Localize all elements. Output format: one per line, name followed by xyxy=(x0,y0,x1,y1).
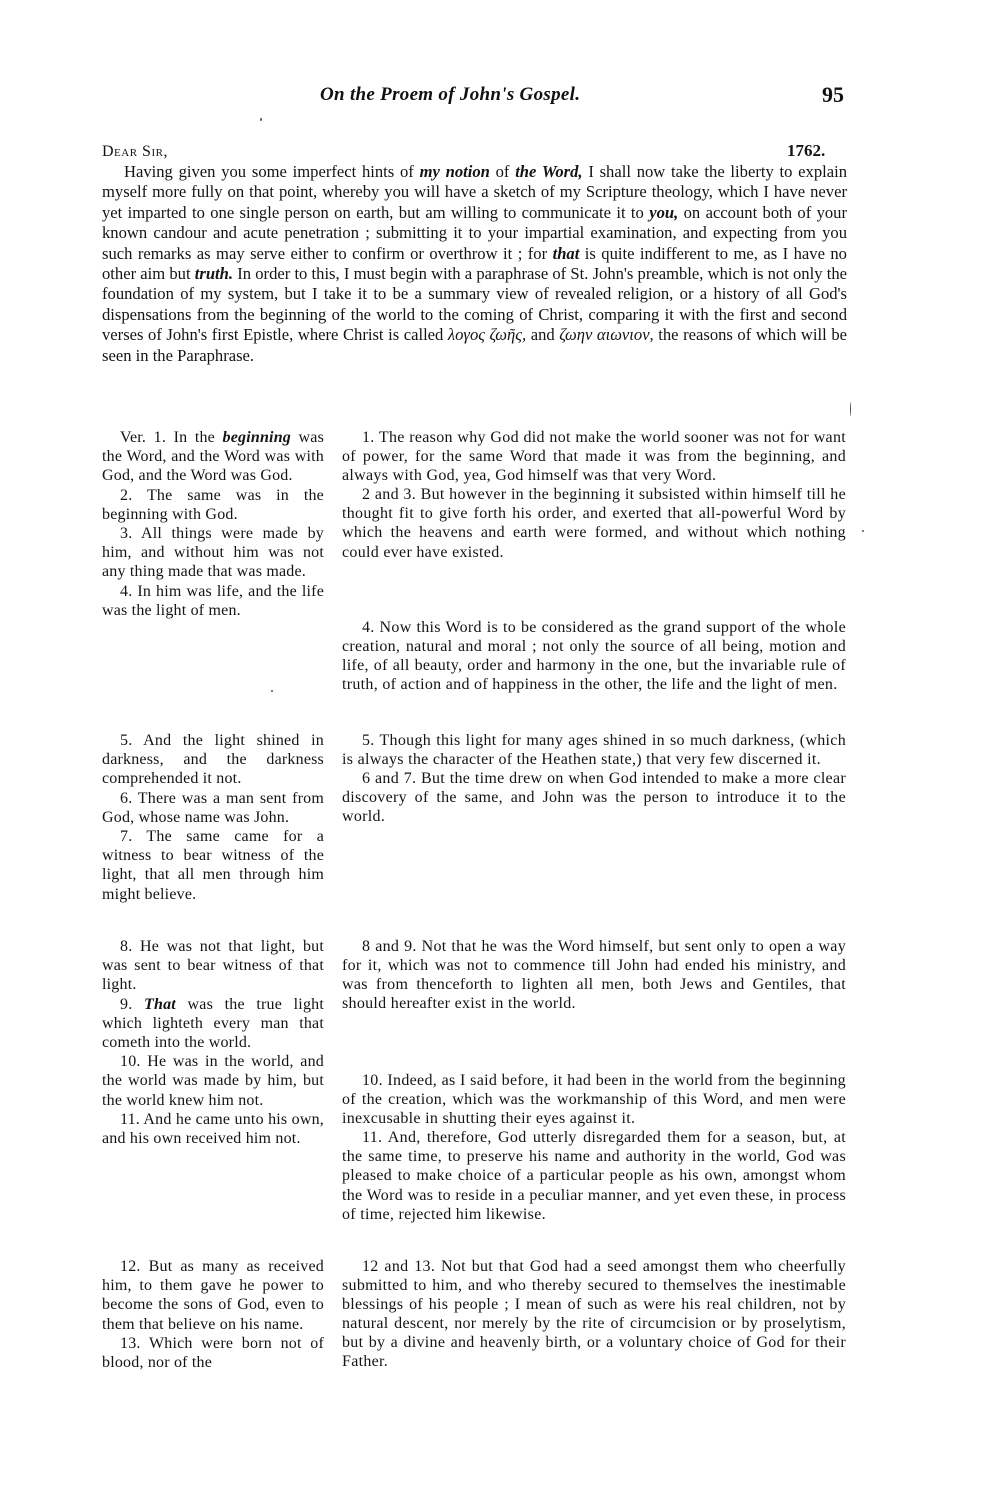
page-number: 95 xyxy=(822,82,844,107)
paraphrase-group-5-7 xyxy=(342,731,846,826)
verse-5: 5. And the light shined in darkness, and the darkness comprehended it not. xyxy=(102,732,324,788)
paraphrase-5: 5. Though this light for many ages shined in so much darkness, (which is always the character of the Heathen state,) that very few discerned it. xyxy=(342,732,846,769)
paraphrase-group-1-3 xyxy=(342,428,846,562)
paraphrase-group-4 xyxy=(342,618,846,694)
paraphrase-group-12-13 xyxy=(342,1257,846,1372)
scan-speck xyxy=(271,690,273,692)
intro-text: In order to this, I must begin with a paraphrase of St. John's preamble, which is not only the foundation of my system, but I take it to be a summary view of revealed religion, or a history of all God's dispensations from the beginning of the world to the coming of Christ, comparing it with the first and second verses of John's first Epistle, where Christ is called xyxy=(102,264,847,345)
paraphrase-11: 11. And, therefore, God utterly disregarded them for a season, but, at the same time, to preserve his name and authority in the world, God was pleased to make choice of a particular people as his own, amongst whom the Word was to reside in a peculiar manner, and yet even these, in process of time, rejected him likewise. xyxy=(342,1129,846,1223)
greek-phrase: ζωην αιωνιον, xyxy=(559,325,654,345)
verse-9 xyxy=(102,995,324,1053)
verse-1 xyxy=(102,428,324,486)
intro-emphasis: you, xyxy=(649,202,679,222)
intro-text: of xyxy=(489,162,516,181)
intro-emphasis: the Word, xyxy=(515,162,583,181)
verse-10: 10. He was in the world, and the world was made by him, but the world knew him not. xyxy=(102,1053,324,1109)
verse-group-8-11 xyxy=(102,937,324,1148)
verse-text: was the Word, and the Word was with God, and the Word was God. xyxy=(102,429,325,485)
intro-text: on account both of your known candour and acute penetration ; submitting it to your impartial examination, and expecting from you such remarks as may serve either to confirm or overthrow it ; for xyxy=(102,202,847,263)
paraphrase-6-7: 6 and 7. But the time drew on when God intended to make a more clear discovery of the same, and John was the person to introduce it to the world. xyxy=(342,770,846,826)
greek-phrase: λογος ζωῆς, xyxy=(447,325,527,345)
verse-3: 3. All things were made by him, and without him was not any thing made that was made. xyxy=(102,525,324,581)
scan-speck xyxy=(260,118,262,121)
verse-group-5-7 xyxy=(102,731,324,904)
verse-7: 7. The same came for a witness to bear witness of the light, that all men through him might believe. xyxy=(102,828,324,903)
intro-text: Having given you some imperfect hints of xyxy=(124,162,420,181)
scan-speck xyxy=(850,402,851,416)
paraphrase-10: 10. Indeed, as I said before, it had been in the world from the beginning of the creation, which was the workmanship of this Word, and men were inexcusable in shutting their eyes against it. xyxy=(342,1072,846,1128)
running-head xyxy=(0,82,989,112)
paraphrase-1: 1. The reason why God did not make the world sooner was not for want of power, for the same Word that made it was from the beginning, and always with God, yea, God himself was that very Word. xyxy=(342,429,846,485)
verse-emphasis: That xyxy=(144,995,176,1013)
verse-group-1-4 xyxy=(102,428,324,620)
intro-text: the reasons of which will be seen in the Paraphrase. xyxy=(102,325,847,365)
verse-text: 9. xyxy=(120,995,145,1013)
intro-emphasis: my notion xyxy=(419,162,490,181)
paraphrase-2-3: 2 and 3. But however in the beginning it subsisted within himself till he thought fit to give forth his order, and exerted that all-powerful Word by which the heavens and earth were formed, and without which nothing could ever have existed. xyxy=(342,486,846,561)
verse-8: 8. He was not that light, but was sent to bear witness of that light. xyxy=(102,938,324,994)
paraphrase-8-9: 8 and 9. Not that he was the Word himself, but sent only to open a way for it, which was not to commence till John had ended his ministry, and was from thenceforth to lighten all men, both Jews and Gentiles, that should hereafter exist in the world. xyxy=(342,938,846,1013)
verse-group-12-13 xyxy=(102,1257,324,1372)
verse-6: 6. There was a man sent from God, whose name was John. xyxy=(102,789,324,826)
salutation: Dear Sir, xyxy=(102,143,168,160)
paraphrase-group-8-9 xyxy=(342,937,846,1013)
intro-paragraph xyxy=(102,162,847,366)
verse-text: Ver. 1. In the xyxy=(120,429,223,446)
verse-11: 11. And he came unto his own, and his own received him not. xyxy=(102,1110,324,1148)
verse-2: 2. The same was in the beginning with God. xyxy=(102,486,324,523)
letter-introduction xyxy=(102,162,847,366)
letter-year: 1762. xyxy=(787,141,826,160)
intro-emphasis: that xyxy=(552,243,580,263)
running-title: On the Proem of John's Gospel. xyxy=(320,84,581,105)
paraphrase-4: 4. Now this Word is to be considered as the grand support of the whole creation, natural and moral ; not only the source of all being, motion and life, of all beauty, order and harmony in the one, but the invariable rule of truth, of action and of happiness in the other, the life and the light of men. xyxy=(342,619,846,694)
intro-text: is quite indifferent to me, as I have no other aim but xyxy=(102,243,847,284)
scan-speck xyxy=(862,530,864,532)
verse-emphasis: beginning xyxy=(222,429,291,446)
verse-4: 4. In him was life, and the life was the light of men. xyxy=(102,582,324,619)
paraphrase-12-13: 12 and 13. Not but that God had a seed amongst them who cheerfully submitted to him, and who thereby secured to themselves the inestimable blessings of his people ; I mean of such as were his real children, not by natural descent, nor merely by the rite of circumcision or by proselytism, but by a divine and heavenly birth, or a voluntary choice of God for their Father. xyxy=(342,1258,846,1371)
intro-text: and xyxy=(526,325,560,345)
intro-text: I shall now take the liberty to explain myself more fully on that point, whereby you will have a sketch of my Scripture theology, which I have never yet imparted to one single person on earth, but am willing to communicate it to xyxy=(102,162,847,222)
paraphrase-group-10-11 xyxy=(342,1071,846,1224)
verse-12: 12. But as many as received him, to them gave he power to become the sons of God, even to them that believe on his name. xyxy=(102,1258,324,1333)
verse-13: 13. Which were born not of blood, nor of the xyxy=(102,1334,324,1372)
verse-text: was the true light which lighteth every man that cometh into the world. xyxy=(102,995,324,1052)
intro-emphasis: truth. xyxy=(194,264,234,284)
